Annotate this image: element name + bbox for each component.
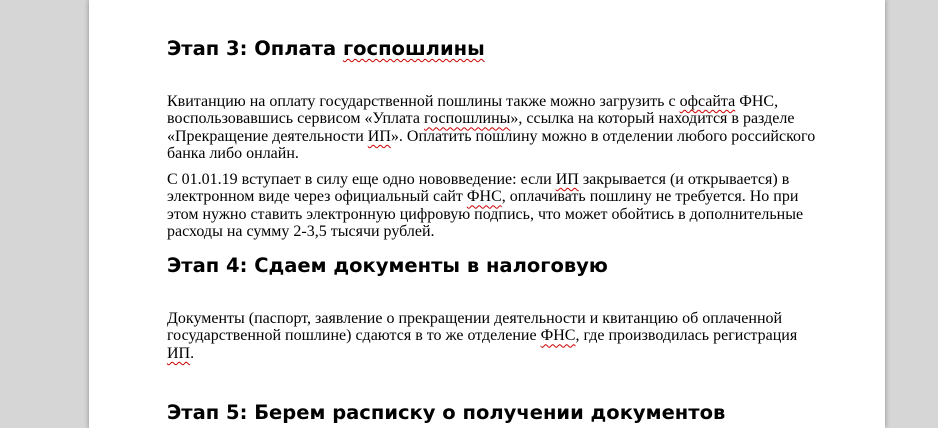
misspelled-word[interactable]: госпошлины <box>342 37 485 60</box>
misspelled-word[interactable]: ФНС <box>540 327 576 345</box>
heading-stage-5: Этап 5: Берем расписку о получении документов <box>167 401 726 424</box>
misspelled-word[interactable]: госпошлины <box>423 110 511 128</box>
heading-stage-3 <box>167 37 485 61</box>
text-run: ». Оплатить пошлину можно в отделении любого российского банка либо онлайн. <box>167 127 816 163</box>
misspelled-word[interactable]: ИП <box>367 127 391 145</box>
text-run: Документы (паспорт, заявление о прекращении деятельности и квитанцию об оплаченной государственной пошлине) сдаются в то же отделение <box>167 310 783 345</box>
paragraph-payment-receipt[interactable] <box>167 93 819 163</box>
text-run: . <box>190 344 195 362</box>
text-run: Квитанцию на оплату государственной пошлины также можно загрузить с <box>167 93 680 110</box>
paragraph-submit-documents[interactable] <box>167 310 819 362</box>
text-run: закрывается (и открывается) в электронном виде через официальный сайт <box>167 171 790 206</box>
text-run: С 01.01.19 вступает в силу еще одно нововведение: если <box>167 171 556 188</box>
misspelled-word[interactable]: офсайта <box>679 93 736 110</box>
heading-text: Этап 3: Оплата <box>167 37 343 60</box>
misspelled-word[interactable]: ФНС <box>466 188 502 206</box>
text-run: , оплачивать пошлину не требуется. Но при этом нужно ставить электронную цифровую подпись, что может обойтись в дополнительные расходы на сумму 2-3,5 тысячи рублей. <box>167 188 804 241</box>
text-run: ФНС, воспользовавшись сервисом «Уплата <box>167 93 779 128</box>
paragraph-new-rule[interactable] <box>167 171 819 241</box>
heading-stage-4: Этап 4: Сдаем документы в налоговую <box>167 254 608 277</box>
misspelled-word[interactable]: ИП <box>555 171 579 188</box>
document-page[interactable] <box>89 0 885 428</box>
text-run: », ссылка на который находится в разделе «Прекращение деятельности <box>167 110 795 145</box>
misspelled-word[interactable]: ИП <box>167 344 191 362</box>
text-run: , где производилась регистрация <box>575 327 798 345</box>
